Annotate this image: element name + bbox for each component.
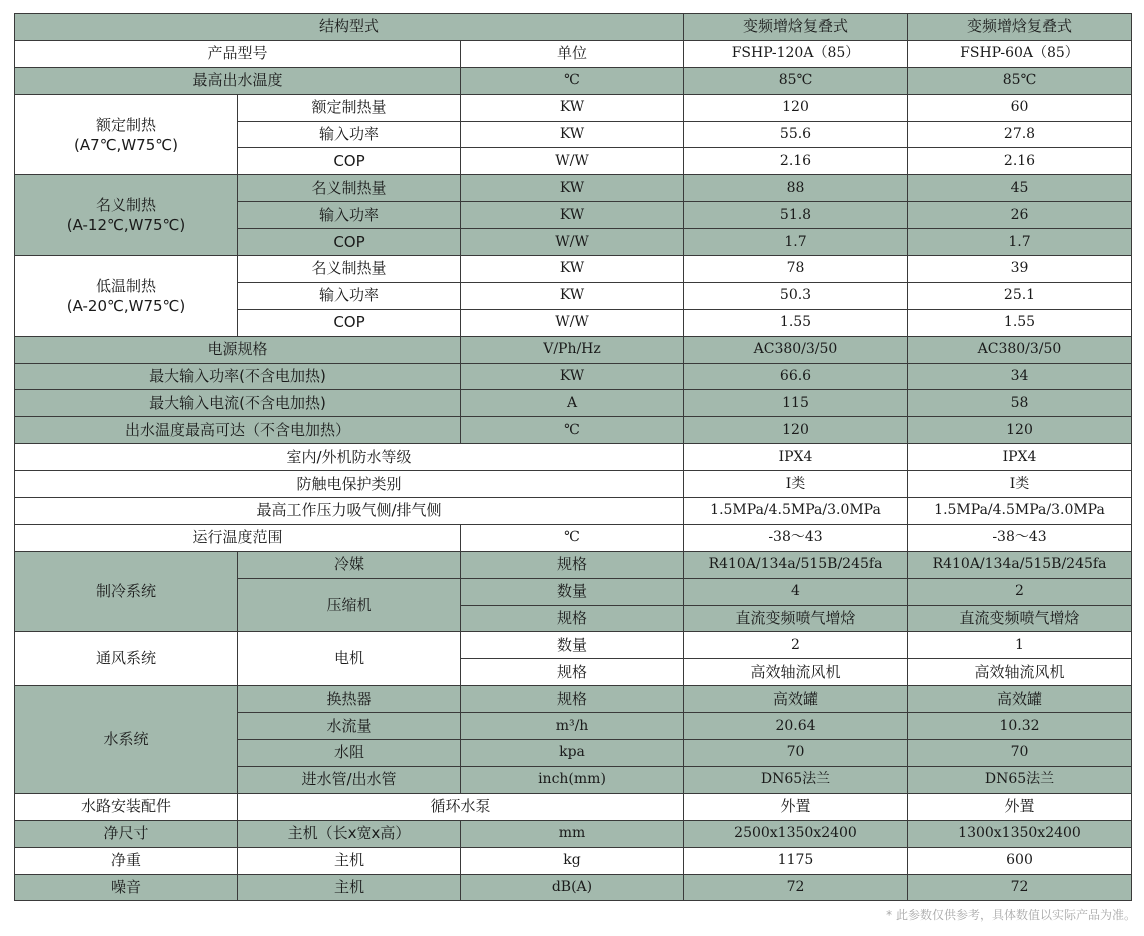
value-b: R410A/134a/515B/245fa: [908, 551, 1132, 578]
value-a: 4: [684, 578, 908, 605]
item-name: 额定制热量: [238, 94, 461, 121]
model-b-type: 变频增焓复叠式: [908, 14, 1132, 41]
table-row: [15, 498, 1132, 525]
table-row: [15, 67, 1132, 94]
unit-cell: W/W: [461, 309, 684, 336]
noise-label: 噪音: [15, 874, 238, 901]
value-b: 600: [908, 847, 1132, 874]
value-a: I类: [684, 471, 908, 498]
unit-cell: W/W: [461, 148, 684, 175]
item-name: 名义制热量: [238, 175, 461, 202]
unit-cell: KW: [461, 121, 684, 148]
value-a: 66.6: [684, 363, 908, 390]
unit-cell: 数量: [461, 578, 684, 605]
table-row: [15, 874, 1132, 901]
value-a: R410A/134a/515B/245fa: [684, 551, 908, 578]
value-a: 2.16: [684, 148, 908, 175]
value-b: 1.7: [908, 229, 1132, 256]
value-b: 1300x1350x2400: [908, 820, 1132, 847]
value-b: I类: [908, 471, 1132, 498]
unit-header: 单位: [461, 40, 684, 67]
value-b: 27.8: [908, 121, 1132, 148]
value-a: DN65法兰: [684, 766, 908, 793]
lowtemp-heating-condition: (A-20℃,W75℃): [66, 296, 186, 315]
table-row: [15, 471, 1132, 498]
unit-cell: mm: [461, 820, 684, 847]
table-row: [15, 793, 1132, 820]
value-a: 1.5MPa/4.5MPa/3.0MPa: [684, 498, 908, 525]
nominal-heating-group: [15, 175, 238, 256]
refrigerant-label: 冷媒: [238, 551, 461, 578]
unit-cell: A: [461, 390, 684, 417]
table-row: [15, 14, 1132, 41]
value-a: 50.3: [684, 282, 908, 309]
lowtemp-heating-group: [15, 256, 238, 337]
table-row: [15, 417, 1132, 444]
value-b: AC380/3/50: [908, 336, 1132, 363]
motor-label: 电机: [238, 632, 461, 686]
footnote: * 此参数仅供参考，具体数值以实际产品为准。: [886, 908, 1136, 922]
table-row: [15, 847, 1132, 874]
fitting-item: 循环水泵: [238, 793, 684, 820]
value-b: 39: [908, 256, 1132, 283]
table-row: [15, 390, 1132, 417]
net-weight-label: 净重: [15, 847, 238, 874]
max-input-power-label: 最大输入功率(不含电加热): [15, 363, 461, 390]
table-row: [15, 551, 1132, 578]
table-row: [15, 363, 1132, 390]
value-a: 20.64: [684, 713, 908, 740]
value-b: 1.5MPa/4.5MPa/3.0MPa: [908, 498, 1132, 525]
value-a: 55.6: [684, 121, 908, 148]
unit-cell: inch(mm): [461, 766, 684, 793]
ventilation-system-label: 通风系统: [15, 632, 238, 686]
product-model-label: 产品型号: [15, 40, 461, 67]
value-b: 直流变频喷气增焓: [908, 605, 1132, 632]
table-row: [15, 632, 1132, 659]
value-a: 120: [684, 94, 908, 121]
unit-cell: V/Ph/Hz: [461, 336, 684, 363]
fitting-label: 水路安装配件: [15, 793, 238, 820]
structure-label: 结构型式: [15, 14, 684, 41]
max-outlet-label: 最高出水温度: [15, 67, 461, 94]
nominal-heating-condition: (A-12℃,W75℃): [66, 216, 186, 235]
unit-cell: m³/h: [461, 713, 684, 740]
table-row: [15, 686, 1132, 713]
table-row: [15, 524, 1132, 551]
item-name: 主机（长x宽x高）: [238, 820, 461, 847]
unit-cell: dB(A): [461, 874, 684, 901]
value-b: -38～43: [908, 524, 1132, 551]
table-row: [15, 256, 1132, 283]
value-a: 2: [684, 632, 908, 659]
value-a: 85℃: [684, 67, 908, 94]
rated-heating-label: 额定制热: [95, 115, 156, 134]
item-name: 水阻: [238, 740, 461, 767]
value-b: 外置: [908, 793, 1132, 820]
value-a: 1.7: [684, 229, 908, 256]
value-b: 34: [908, 363, 1132, 390]
item-name: 主机: [238, 847, 461, 874]
nominal-heating-label: 名义制热: [95, 196, 156, 215]
unit-cell: 规格: [461, 659, 684, 686]
unit-cell: KW: [461, 363, 684, 390]
table-row: [15, 94, 1132, 121]
operating-temp-label: 运行温度范围: [15, 524, 461, 551]
item-name: COP: [238, 309, 461, 336]
value-a: 直流变频喷气增焓: [684, 605, 908, 632]
cooling-system-label: 制冷系统: [15, 551, 238, 632]
unit-cell: ℃: [461, 524, 684, 551]
value-a: 115: [684, 390, 908, 417]
unit-cell: KW: [461, 282, 684, 309]
unit-cell: ℃: [461, 417, 684, 444]
rated-heating-group: [15, 94, 238, 175]
value-a: IPX4: [684, 444, 908, 471]
item-name: 主机: [238, 874, 461, 901]
value-a: 70: [684, 740, 908, 767]
waterproof-label: 室内/外机防水等级: [15, 444, 684, 471]
value-a: 高效轴流风机: [684, 659, 908, 686]
item-name: 输入功率: [238, 202, 461, 229]
value-b: 2.16: [908, 148, 1132, 175]
value-a: 72: [684, 874, 908, 901]
value-b: 72: [908, 874, 1132, 901]
value-b: 高效罐: [908, 686, 1132, 713]
value-a: 外置: [684, 793, 908, 820]
rated-heating-condition: (A7℃,W75℃): [74, 135, 178, 154]
value-b: 高效轴流风机: [908, 659, 1132, 686]
value-a: 78: [684, 256, 908, 283]
net-size-label: 净尺寸: [15, 820, 238, 847]
value-b: 10.32: [908, 713, 1132, 740]
model-a-type: 变频增焓复叠式: [684, 14, 908, 41]
value-b: IPX4: [908, 444, 1132, 471]
value-a: AC380/3/50: [684, 336, 908, 363]
value-b: 1.55: [908, 309, 1132, 336]
value-b: DN65法兰: [908, 766, 1132, 793]
unit-cell: 规格: [461, 551, 684, 578]
table-row: [15, 175, 1132, 202]
value-b: 120: [908, 417, 1132, 444]
value-a: 1.55: [684, 309, 908, 336]
item-name: COP: [238, 148, 461, 175]
table-row: [15, 336, 1132, 363]
unit-cell: 数量: [461, 632, 684, 659]
shock-protection-label: 防触电保护类别: [15, 471, 684, 498]
table-row: [15, 40, 1132, 67]
value-b: 26: [908, 202, 1132, 229]
value-b: 85℃: [908, 67, 1132, 94]
value-a: 120: [684, 417, 908, 444]
compressor-label: 压缩机: [238, 578, 461, 632]
max-input-current-label: 最大输入电流(不含电加热): [15, 390, 461, 417]
unit-cell: KW: [461, 202, 684, 229]
unit-cell: W/W: [461, 229, 684, 256]
spec-table: [14, 13, 1132, 901]
value-b: 25.1: [908, 282, 1132, 309]
unit-cell: KW: [461, 94, 684, 121]
unit-cell: KW: [461, 256, 684, 283]
item-name: 输入功率: [238, 121, 461, 148]
value-b: 60: [908, 94, 1132, 121]
value-b: 45: [908, 175, 1132, 202]
unit-cell: kpa: [461, 740, 684, 767]
model-a-name: FSHP-120A（85）: [684, 40, 908, 67]
table-row: [15, 820, 1132, 847]
value-a: 51.8: [684, 202, 908, 229]
value-a: 1175: [684, 847, 908, 874]
item-name: 名义制热量: [238, 256, 461, 283]
unit-cell: 规格: [461, 605, 684, 632]
power-spec-label: 电源规格: [15, 336, 461, 363]
value-b: 1: [908, 632, 1132, 659]
item-name: 换热器: [238, 686, 461, 713]
value-a: 高效罐: [684, 686, 908, 713]
value-a: 2500x1350x2400: [684, 820, 908, 847]
unit-cell: ℃: [461, 67, 684, 94]
item-name: 进水管/出水管: [238, 766, 461, 793]
item-name: 输入功率: [238, 282, 461, 309]
lowtemp-heating-label: 低温制热: [95, 276, 156, 295]
max-pressure-label: 最高工作压力吸气侧/排气侧: [15, 498, 684, 525]
unit-cell: KW: [461, 175, 684, 202]
model-b-name: FSHP-60A（85）: [908, 40, 1132, 67]
value-b: 2: [908, 578, 1132, 605]
item-name: COP: [238, 229, 461, 256]
table-row: [15, 444, 1132, 471]
water-system-label: 水系统: [15, 686, 238, 794]
unit-cell: kg: [461, 847, 684, 874]
value-b: 70: [908, 740, 1132, 767]
max-outlet-reach-label: 出水温度最高可达（不含电加热）: [15, 417, 461, 444]
item-name: 水流量: [238, 713, 461, 740]
unit-cell: 规格: [461, 686, 684, 713]
value-a: 88: [684, 175, 908, 202]
value-a: -38～43: [684, 524, 908, 551]
value-b: 58: [908, 390, 1132, 417]
